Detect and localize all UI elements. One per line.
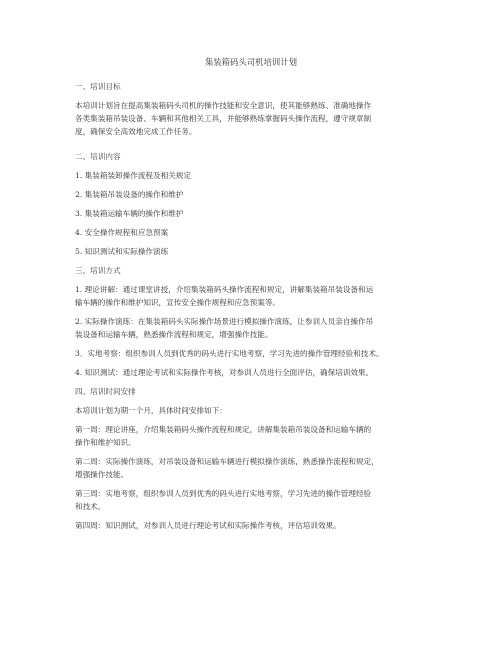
list-item: 4. 安全操作规程和应急预案 (75, 228, 169, 237)
section-heading-schedule: 四、培训时间安排 (75, 387, 136, 396)
paragraph-line: 本培训计划旨在提高集装箱码头司机的操作技能和安全意识，使其能够熟练、准确地操作 (75, 101, 372, 110)
week-line: 操作和维护知识。 (75, 438, 136, 447)
list-item: 1. 集装箱装卸操作流程及相关规定 (75, 171, 191, 180)
week-line: 第三周：实地考察，组织参训人员到优秀的码头进行实地考察，学习先进的操作管理经验 (75, 489, 372, 498)
week-line: 第二周：实际操作演练，对吊装设备和运输车辆进行模拟操作演练，熟悉操作流程和规定， (75, 457, 379, 466)
section-heading-methods: 三、培训方式 (75, 266, 121, 275)
list-item-line: 4. 知识测试：通过理论考试和实际操作考核，对参训人员进行全面评估，确保培训效果。 (75, 368, 374, 377)
list-item-line: 输车辆的操作和维护知识，宣传安全操作规程和应急预案等。 (75, 298, 281, 307)
list-item: 5. 知识测试和实际操作演练 (75, 247, 169, 256)
section-heading-goals: 一、培训目标 (75, 82, 121, 91)
list-item: 3. 集装箱运输车辆的操作和维护 (75, 209, 184, 218)
week-line: 第一周：理论讲座，介绍集装箱码头操作流程和规定，讲解集装箱吊装设备和运输车辆的 (75, 425, 372, 434)
list-item-line: 3．实地考察：组织参训人员到优秀的码头进行实地考察，学习先进的操作管理经验和技术。 (75, 349, 384, 358)
paragraph-line: 度，确保安全高效地完成工作任务。 (75, 127, 197, 136)
list-item-line: 装设备和运输车辆，熟悉操作流程和规定，增强操作技能。 (75, 330, 273, 339)
week-line: 和技术。 (75, 502, 106, 511)
list-item: 2. 集装箱吊装设备的操作和维护 (75, 190, 184, 199)
week-line: 增强操作技能。 (75, 470, 129, 479)
week-line: 第四周：知识测试，对参训人员进行理论考试和实际操作考核，评估培训效果。 (75, 521, 341, 530)
list-item-line: 1. 理论讲解：通过课堂讲授，介绍集装箱码头操作流程和规定，讲解集装箱吊装设备和运 (75, 285, 374, 294)
schedule-intro: 本培训计划为期一个月，具体时间安排如下： (75, 406, 227, 415)
list-item-line: 2. 实际操作演练：在集装箱码头实际操作场景进行模拟操作演练，让参训人员亲自操作吊 (75, 317, 374, 326)
section-heading-content: 二、培训内容 (75, 152, 121, 161)
document-title: 集装箱码头司机培训计划 (204, 57, 298, 67)
paragraph-line: 各类集装箱吊装设备、车辆和其他相关工具，并能够熟练掌握码头操作流程，遵守规章制 (75, 114, 372, 123)
